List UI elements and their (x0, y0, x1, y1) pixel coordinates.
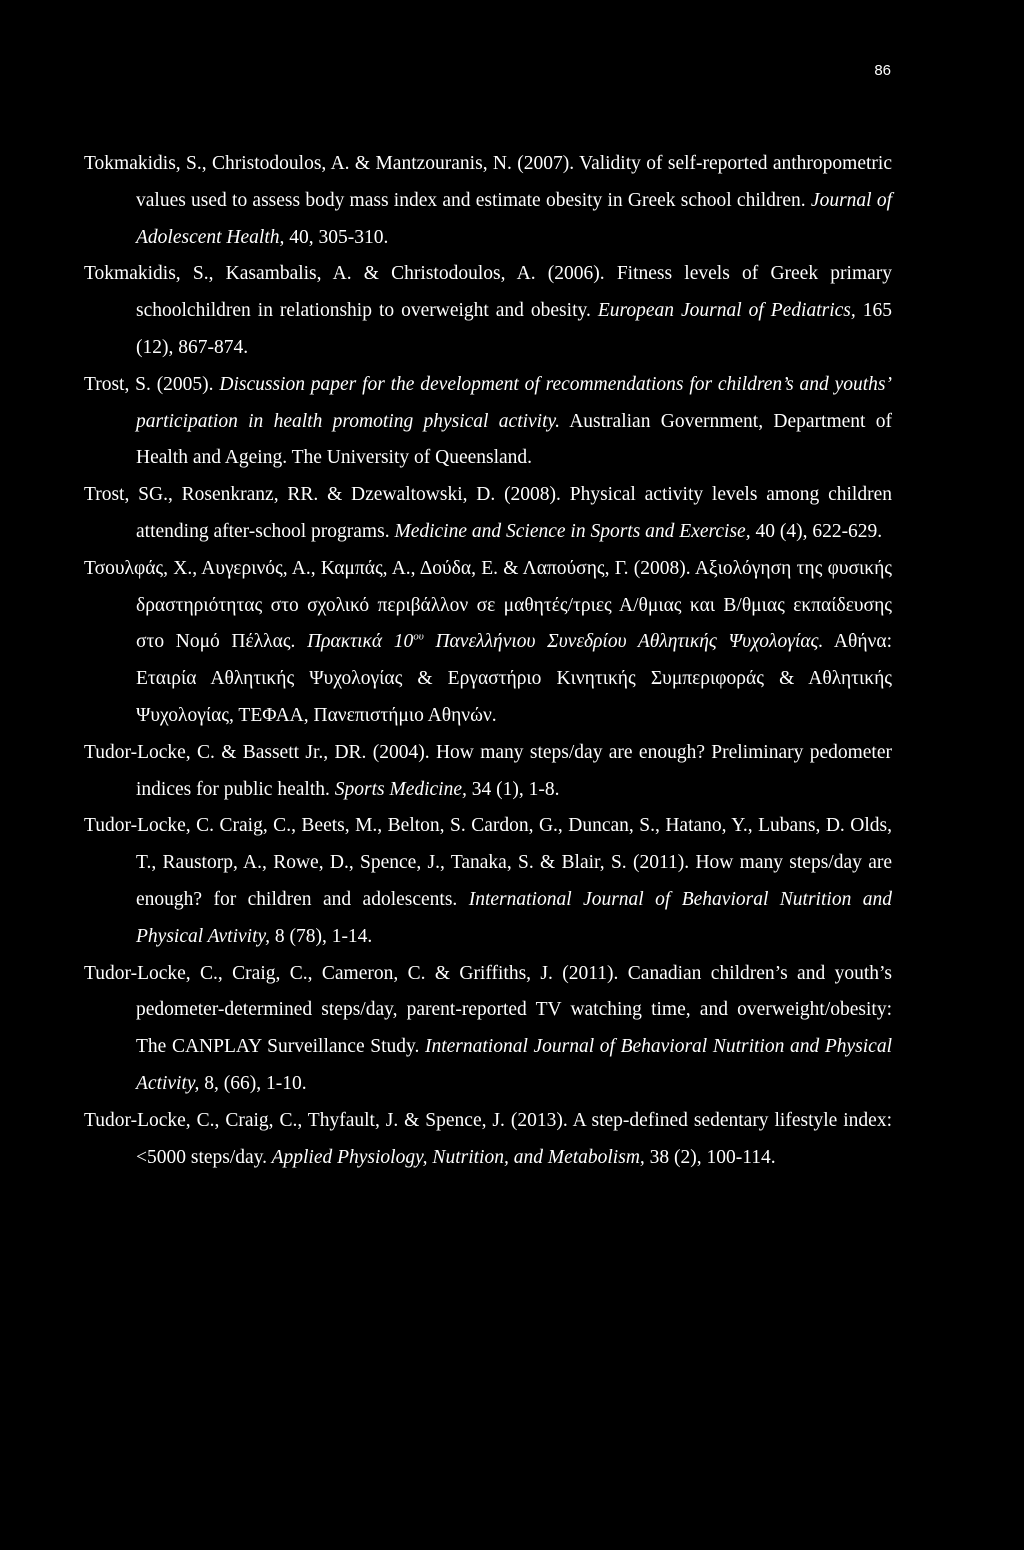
ref-journal-superscript: ου (413, 630, 424, 643)
ref-authors: Tudor-Locke, C. Craig, C., Beets, M., Belton, S. Cardon, G., Duncan, S., Hatano, Y., Lubans, D. Olds, T., Raustorp, A., Rowe, D., Spence, J., Tanaka, S. & Blair, S. (2011). (84, 815, 892, 874)
ref-authors: Tokmakidis, S., Kasambalis, A. & Christodoulos, A. (2006). (84, 263, 605, 285)
ref-title: Physical activity levels among children attending after-school programs. (136, 484, 892, 542)
ref-authors: Tudor-Locke, C., Craig, C., Thyfault, J. & Spence, J. (2013). (84, 1109, 568, 1131)
ref-journal: Sports Medicine, (329, 778, 467, 800)
ref-title: Fitness levels of Greek primary schoolchildren in relationship to overweight and obesity. (136, 263, 893, 322)
ref-title: How many steps/day are enough? Preliminary pedometer indices for public health. (136, 741, 893, 800)
ref-details: 40 (4), 622-629. (750, 520, 883, 542)
ref-details: 34 (1), 1-8. (466, 778, 560, 800)
ref-journal: Πανελλήνιου Συνεδρίου Αθλητικής Ψυχολογίας. (423, 631, 824, 653)
ref-details: 38 (2), 100-114. (644, 1146, 776, 1168)
reference-entry (84, 808, 892, 955)
ref-authors: Tokmakidis, S., Christodoulos, A. & Mantzouranis, N. (2007). (84, 153, 575, 174)
reference-entry (84, 735, 892, 809)
ref-details: 165 (12), 867-874. (136, 300, 893, 358)
ref-journal: Applied Physiology, Nutrition, and Metabolism, (267, 1146, 645, 1168)
ref-title: Validity of self-reported anthropometric values used to assess body mass index and estimate obesity in Greek school children. (136, 153, 892, 211)
page-number: 86 (874, 62, 891, 79)
reference-entry (84, 956, 892, 1103)
reference-entry (84, 477, 892, 551)
reference-entry (84, 256, 892, 366)
ref-authors: Tudor-Locke, C. & Bassett Jr., DR. (2004). (84, 741, 430, 763)
ref-details: 8 (78), 1-14. (269, 925, 373, 947)
ref-journal: International Journal of Behavioral Nutrition and Physical Avtivity, (136, 888, 892, 947)
ref-details: 8, (66), 1-10. (199, 1072, 307, 1094)
reference-entry (84, 551, 892, 735)
reference-list (84, 146, 892, 1176)
ref-journal: International Journal of Behavioral Nutrition and Physical Activity, (136, 1036, 892, 1094)
ref-authors: Tudor-Locke, C., Craig, C., Cameron, C. & Griffiths, J. (2011). (84, 962, 619, 984)
ref-title: A step-defined sedentary lifestyle index: <5000 steps/day. (136, 1109, 892, 1168)
ref-details: Αθήνα: Εταιρία Αθλητικής Ψυχολογίας & Εργαστήριο Κινητικής Συμπεριφοράς & Αθλητικής Ψυχολογίας, ΤΕΦΑΑ, Πανεπιστήμιο Αθηνών. (136, 631, 892, 726)
ref-journal: Journal of Adolescent Health, (136, 189, 892, 248)
ref-journal: European Journal of Pediatrics, (590, 300, 856, 322)
ref-authors: Trost, S. (2005). (84, 373, 214, 395)
ref-details: Australian Government, Department of Health and Ageing. The University of Queensland. (136, 410, 892, 469)
ref-title: How many steps/day are enough? for children and adolescents. (136, 852, 892, 910)
reference-entry (84, 367, 892, 477)
reference-entry (84, 1103, 892, 1177)
ref-details: 40, 305-310. (284, 226, 389, 248)
ref-title: Αξιολόγηση της φυσικής δραστηριότητας στο σχολικό περιβάλλον σε μαθητές/τριες Α/θμιας και Β/θμιας εκπαίδευσης στο Νομό Πέλλας. (136, 557, 892, 653)
ref-title: Canadian children’s and youth’s pedometer-determined steps/day, parent-reported TV watching time, and overweight/obesity: The CANPLAY Surveillance Study. (136, 962, 893, 1058)
ref-authors: Trost, SG., Rosenkranz, RR. & Dzewaltowski, D. (2008). (84, 484, 561, 506)
ref-title: Discussion paper for the development of recommendations for children’s and youths’ participation in health promoting physical activity. (136, 373, 892, 432)
ref-authors: Τσουλφάς, Χ., Αυγερινός, Α., Καμπάς, Α., Δούδα, Ε. & Λαπούσης, Γ. (2008). (84, 557, 691, 579)
ref-journal-prefix: Πρακτικά 10 (295, 631, 414, 653)
reference-entry (84, 146, 892, 256)
ref-journal: Medicine and Science in Sports and Exercise, (389, 520, 751, 542)
